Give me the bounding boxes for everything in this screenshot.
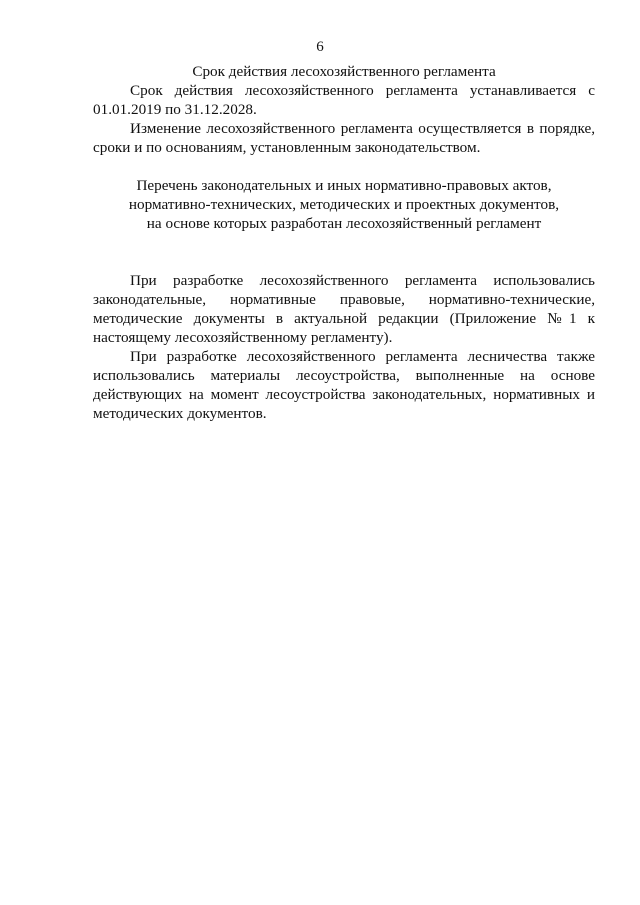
paragraph-term-change: Изменение лесохозяйственного регламента осуществляется в порядке, сроки и по основаниям, установленным законодательством. xyxy=(93,120,595,156)
paragraph-documents-used: При разработке лесохозяйственного регламента использовались законодательные, нормативные правовые, нормативно-технические, методические документы в актуальной редакции (Приложение №1 к настоящему лесохозяйственному регламенту). xyxy=(93,272,595,346)
page-content xyxy=(93,62,595,423)
spacer xyxy=(93,233,595,252)
page-number: 6 xyxy=(316,39,324,55)
heading-line: нормативно-технических, методических и проектных документов, xyxy=(128,196,560,213)
section-heading-documents-list xyxy=(93,176,595,233)
paragraph-forest-inventory-materials: При разработке лесохозяйственного регламента лесничества также использовались материалы лесоустройства, выполненные на основе действующих на момент лесоустройства законодательных, нормативных и методических документов. xyxy=(93,348,595,422)
heading-line: на основе которых разработан лесохозяйственный регламент xyxy=(146,215,542,232)
heading-line: Перечень законодательных и иных нормативно-правовых актов, xyxy=(136,177,552,194)
paragraph-term-period: Срок действия лесохозяйственного регламента устанавливается с 01.01.2019 по 31.12.2028. xyxy=(93,82,595,118)
section-heading-term: Срок действия лесохозяйственного регламента xyxy=(192,63,496,80)
spacer xyxy=(93,252,595,271)
